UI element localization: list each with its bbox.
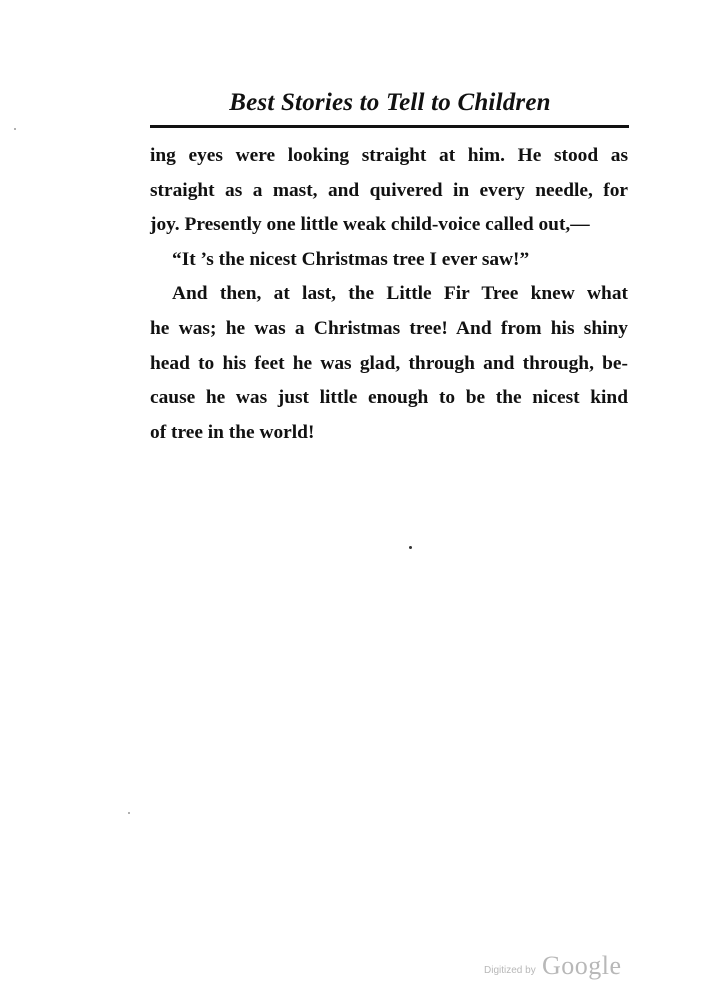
text-line: ing eyes were looking straight at him. He stood as	[150, 145, 628, 166]
running-head: Best Stories to Tell to Children	[229, 89, 551, 116]
header-rule	[150, 125, 629, 128]
google-logo: Google	[542, 951, 622, 980]
body-text	[150, 139, 628, 450]
text-line: cause he was just little enough to be the nicest kind	[150, 387, 628, 409]
text-line: of tree in the world!	[150, 421, 315, 443]
ink-speck	[409, 546, 412, 549]
text-line: head to his feet he was glad, through and through, be-	[150, 352, 628, 374]
text-line: he was; he was a Christmas tree! And from his shiny	[150, 317, 628, 339]
text-line: “It ’s the nicest Christmas tree I ever saw!”	[172, 248, 530, 270]
digitized-watermark	[484, 951, 634, 987]
text-line: straight as a mast, and quivered in every needle, for	[150, 179, 628, 201]
text-line: joy. Presently one little weak child-voice called out,—	[150, 214, 590, 236]
ink-speck	[128, 812, 130, 814]
text-line: And then, at last, the Little Fir Tree knew what	[172, 283, 628, 305]
ink-speck	[14, 128, 16, 130]
watermark-prefix: Digitized by	[484, 965, 536, 976]
